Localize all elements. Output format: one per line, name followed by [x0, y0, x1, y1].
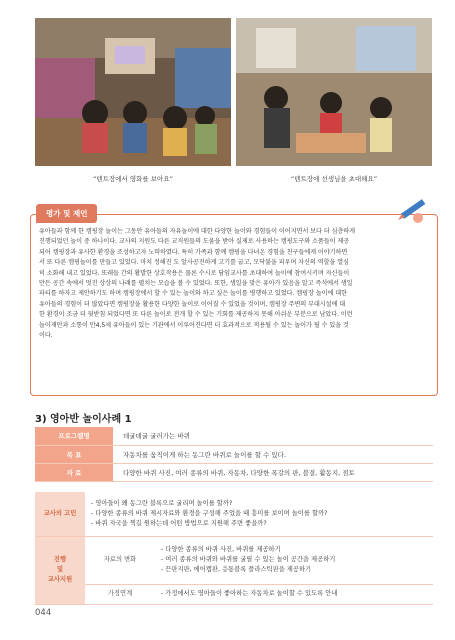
teacher-concern-key: 교사의 고민	[35, 492, 85, 536]
evaluation-tab-label: 평가 및 제언	[36, 204, 97, 223]
info-value: 자동차를 움직이게 하는 동그란 바퀴로 놀이를 할 수 있다.	[113, 445, 433, 463]
info-key: 목 표	[35, 445, 113, 463]
table-row	[35, 463, 433, 481]
table-row	[35, 536, 433, 584]
evaluation-box	[30, 214, 438, 396]
info-value: 다양한 바퀴 사진, 여러 종류의 바퀴, 자동차, 다양한 폭강의 판, 블결, 활동지, 점토	[113, 463, 433, 481]
program-info-table	[35, 427, 433, 482]
table-row	[35, 492, 433, 536]
teacher-concern-value: - 영아들이 왜 동그란 블록으로 굴리며 놀이를 할까? - 다양한 종류의 바퀴 제시자료와 환경을 구성해 주었을 때 흥미를 보이며 놀이를 할까? - 바퀴 자국을 찍길 원하는데 어떤 방법으로 지원해 주면 좋을까?	[85, 492, 433, 536]
table-row	[35, 445, 433, 463]
photo-movie-in-tent	[35, 18, 231, 166]
family-link-value: - 가정에서도 영아들이 좋아하는 자동차로 놀이할 수 있도록 안내	[155, 584, 433, 604]
pencil-illustration-icon	[394, 196, 430, 226]
support-key: 진행 및 교사지원	[35, 536, 85, 604]
table-row	[35, 584, 433, 604]
page-number: 044	[35, 608, 52, 618]
info-key: 프로그램명	[35, 427, 113, 445]
material-change-label: 자료의 변화	[85, 536, 155, 584]
family-link-label: 가정연계	[85, 584, 155, 604]
plan-table	[35, 492, 433, 605]
evaluation-text: 유아들과 함께 한 캠핑장 놀이는 그동안 유아들의 자유놀이에 대한 다양한 놀이와 경험들이 이어지면서 보다 더 심층하게 진행되었던 놀이 중 하나이다. 교사의 지원도 다른 교직원들의 도움을 받아 실제로 사용하는 캠핑도구와 소품들이 제공 되어 캠핑장과 유사한 환경을 조성하고자 노력하였다. 특히 가족과 함께 캠핑을 다녀온 경험을 친구들에게 이야기하면 서 또 다른 캠핑놀이를 만들고 있었다. 마치 정해진 도 알사공진하게 고기를 굽고, 모닥불을 피우며 자신의 역할을 열심 히 소화해 내고 있었다. 또래들 간의 활발한 상호작용은 물론 수시로 담임교사를 초대하여 놀이에 참여시키며 자신들이 만든 공간 속에서 멋진 상상의 나래를 펼치는 모습을 볼 수 있었다. 또한, 생일을 맞은 유아가 있음을 알고 즉석에서 생일 파티를 하자고 제안하기도 하며 캠핑장에서 할 수 있는 놀이와 하고 싶은 놀이를 병행하고 있었다. 캠핑장 놀이에 대한 유아들의 경험이 더 많았다면 캠핑장을 활용한 다양한 놀이로 이어질 수 있었을 것이며, 캠핑장 주변의 부대시설에 대 한 환경이 조금 더 뒷받침 되었다면 또 다른 놀이로 전개 할 수 있는 기회를 제공하지 못해 아쉬운 부분으로 남았다. 이런 놀이재안과 소통이 만4,5세 유아들이 있는 기관에서 이루어진다면 더 효과적으로 적용될 수 있는 놀이가 될 수 있을 것 이다.	[39, 228, 355, 340]
photo-invite-teacher	[236, 18, 432, 166]
photo-caption-right: “텐트장에 선생님을 초대해요”	[290, 175, 378, 183]
table-row	[35, 427, 433, 445]
info-value: 데굴데굴 굴러가는 바퀴	[113, 427, 433, 445]
section-title: 3) 영아반 놀이사례 1	[35, 414, 132, 425]
info-key: 자 료	[35, 463, 113, 481]
photo-caption-left: “텐트장에서 영화를 보아요”	[93, 175, 173, 183]
material-change-value: - 다양한 종류의 바퀴 사진, 바퀴를 제공하기 - 여러 종류의 바퀴와 바퀴를 굴릴 수 있는 놀이 공간을 제공하기 - 끈판지판, 에어캡판, 응통블록 플라스틱판을 제공하기	[155, 536, 433, 584]
